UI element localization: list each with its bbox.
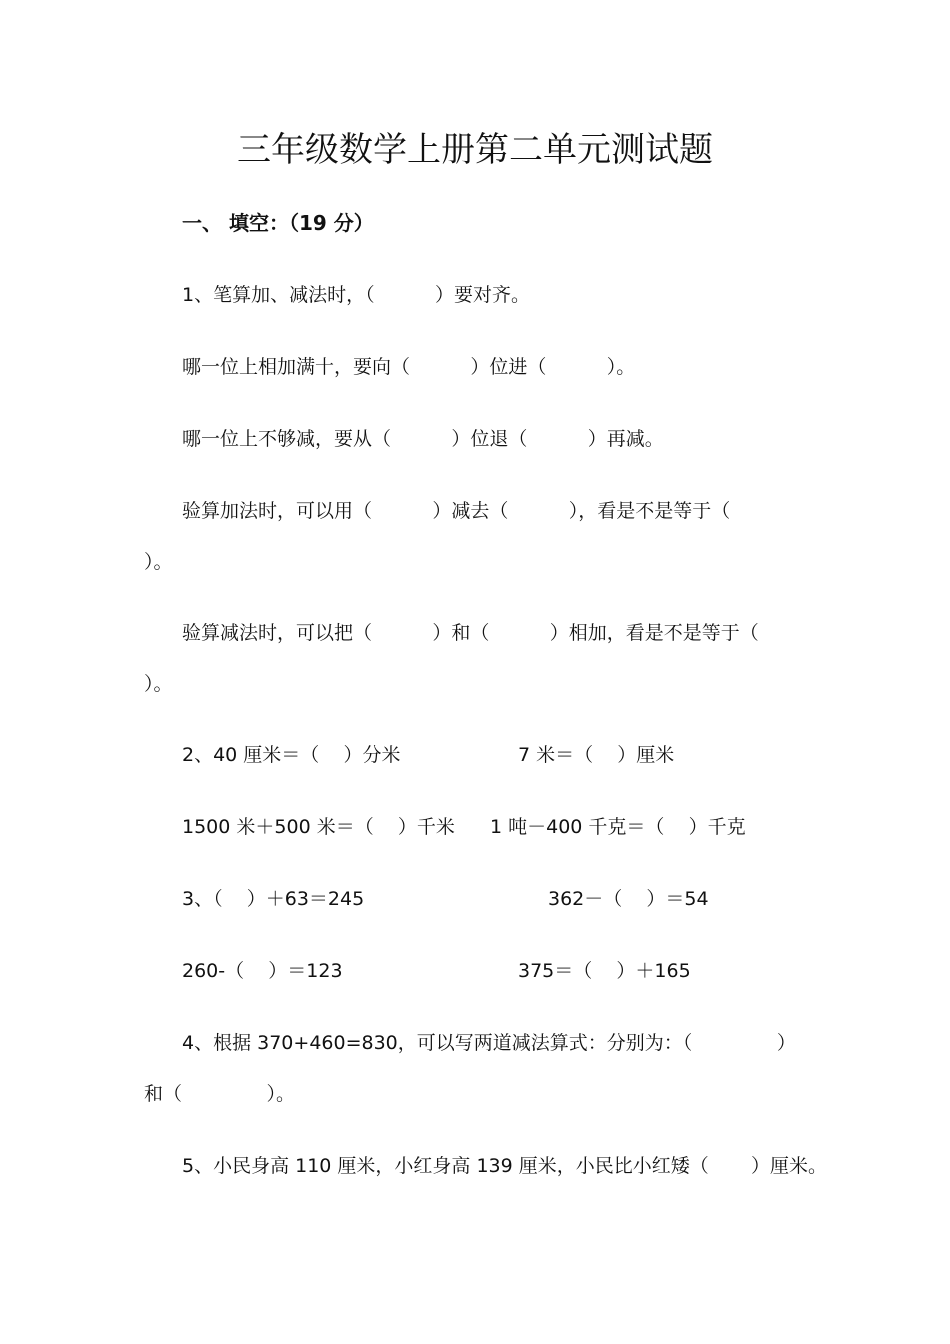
- question-4-line-1: 4、根据 370+460=830，可以写两道减法算式：分别为：（ ）: [182, 1032, 796, 1054]
- question-2-item-3: 1500 米＋500 米＝（ ）千米: [182, 816, 455, 838]
- question-1-line-4-cont: ）。: [144, 551, 173, 573]
- question-2-item-1: 2、40 厘米＝（ ）分米: [182, 744, 401, 766]
- question-3-item-1: 3、（ ）＋63＝245: [182, 888, 365, 910]
- question-1-line-4: 验算加法时，可以用（ ）减去（ ），看是不是等于（: [182, 500, 731, 522]
- question-3-item-2: 362－（ ）＝54: [548, 888, 709, 910]
- question-2-item-2: 7 米＝（ ）厘米: [518, 744, 675, 766]
- question-3-item-3: 260-（ ）＝123: [182, 960, 343, 982]
- question-1-line-5: 验算减法时，可以把（ ）和（ ）相加，看是不是等于（: [182, 622, 759, 644]
- question-2-item-4: 1 吨－400 千克＝（ ）千克: [490, 816, 746, 838]
- question-3-item-4: 375＝（ ）＋165: [518, 960, 691, 982]
- page-title: 三年级数学上册第二单元测试题: [237, 130, 713, 170]
- section-heading: 一、 填空：（19 分）: [182, 211, 374, 235]
- question-5-line: 5、小民身高 110 厘米，小红身高 139 厘米，小民比小红矮（ ）厘米。: [182, 1155, 828, 1177]
- question-4-line-2: 和（ ）。: [144, 1083, 296, 1105]
- question-1-line-2: 哪一位上相加满十，要向（ ）位进（ ）。: [182, 356, 636, 378]
- question-1-line-5-cont: ）。: [144, 673, 173, 695]
- question-1-line-3: 哪一位上不够减，要从（ ）位退（ ）再减。: [182, 428, 664, 450]
- question-1-line-1: 1、笔算加、减法时，（ ）要对齐。: [182, 284, 530, 306]
